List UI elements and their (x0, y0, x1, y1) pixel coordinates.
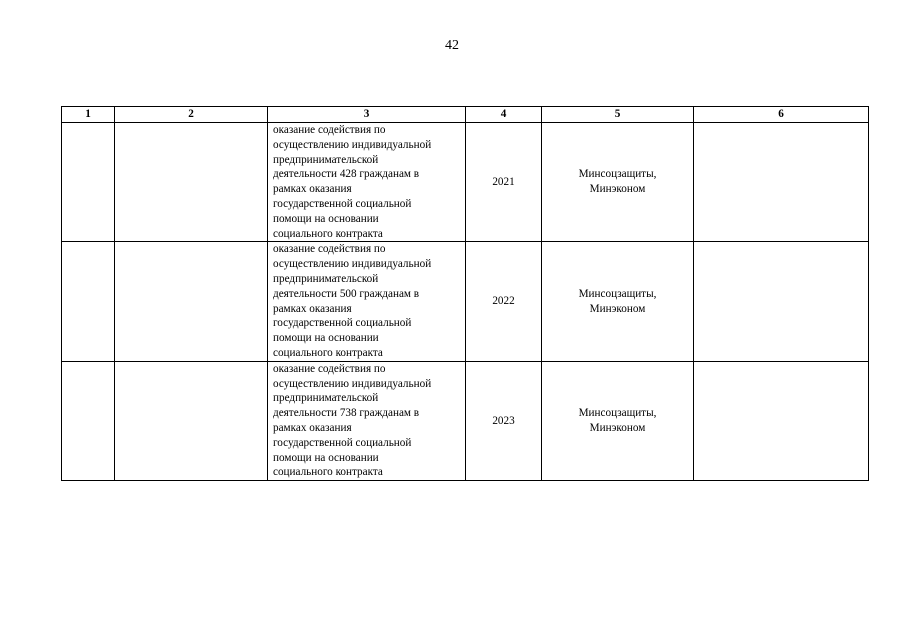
measures-table (61, 106, 869, 481)
cell-measure-description: оказание содействия по осуществлению индивидуальной предпринимательской деятельности 738 гражданам в рамках оказания государственной социальной помощи на основании социального контракта (268, 361, 466, 480)
cell-col1 (62, 361, 115, 480)
table-row (62, 123, 869, 242)
cell-col2 (115, 242, 268, 361)
table-row (62, 242, 869, 361)
cell-measure-description: оказание содействия по осуществлению индивидуальной предпринимательской деятельности 428 гражданам в рамках оказания государственной социальной помощи на основании социального контракта (268, 123, 466, 242)
cell-col2 (115, 123, 268, 242)
cell-year: 2021 (466, 123, 542, 242)
cell-year: 2022 (466, 242, 542, 361)
cell-year: 2023 (466, 361, 542, 480)
column-header-6: 6 (694, 107, 869, 123)
cell-col6 (694, 242, 869, 361)
table-header-row (62, 107, 869, 123)
page-number: 42 (445, 38, 459, 53)
cell-col2 (115, 361, 268, 480)
cell-col6 (694, 123, 869, 242)
column-header-5: 5 (542, 107, 694, 123)
cell-measure-description: оказание содействия по осуществлению индивидуальной предпринимательской деятельности 500 гражданам в рамках оказания государственной социальной помощи на основании социального контракта (268, 242, 466, 361)
column-header-4: 4 (466, 107, 542, 123)
cell-col1 (62, 123, 115, 242)
column-header-3: 3 (268, 107, 466, 123)
column-header-1: 1 (62, 107, 115, 123)
table-row (62, 361, 869, 480)
cell-col1 (62, 242, 115, 361)
column-header-2: 2 (115, 107, 268, 123)
cell-responsible: Минсоцзащиты, Минэконом (542, 123, 694, 242)
cell-responsible: Минсоцзащиты, Минэконом (542, 242, 694, 361)
cell-responsible: Минсоцзащиты, Минэконом (542, 361, 694, 480)
cell-col6 (694, 361, 869, 480)
